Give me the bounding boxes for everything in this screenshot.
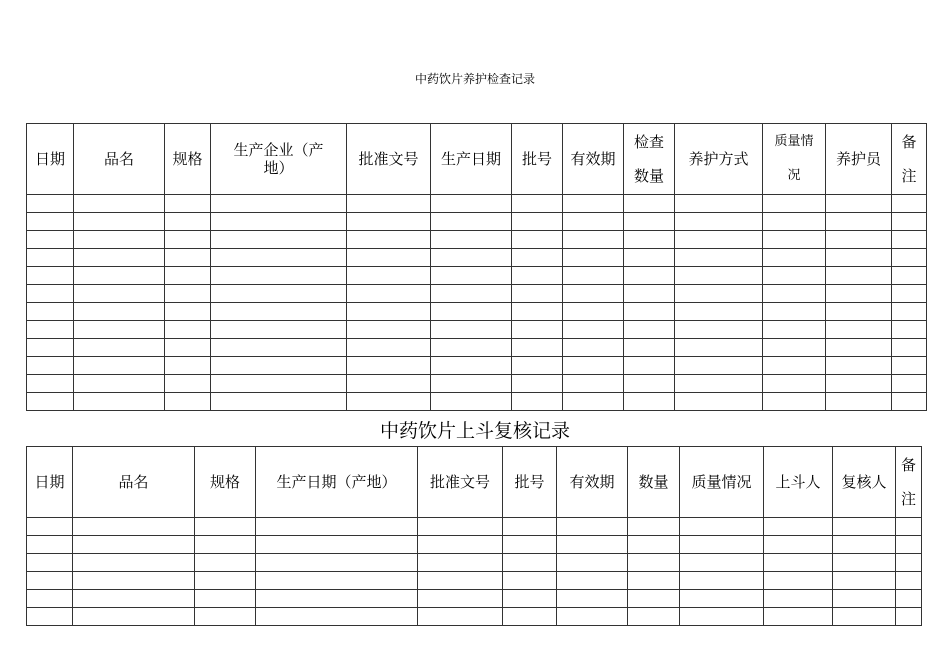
table-cell[interactable] (503, 554, 557, 572)
col-header-manufacturer-line2: 地） (263, 159, 294, 177)
col-header-approval-number: 批准文号 (418, 447, 503, 518)
table-cell[interactable] (27, 339, 74, 357)
table-cell[interactable] (431, 249, 512, 267)
table-cell[interactable] (73, 608, 195, 626)
table-cell[interactable] (27, 393, 74, 411)
table-cell[interactable] (431, 285, 512, 303)
col-header-production-date: 生产日期 (431, 124, 512, 195)
table-cell[interactable] (512, 213, 563, 231)
table-cell[interactable] (563, 213, 624, 231)
table-cell[interactable] (675, 285, 763, 303)
table-cell[interactable] (73, 554, 195, 572)
table-cell[interactable] (763, 321, 826, 339)
table-row (27, 393, 927, 411)
table-cell[interactable] (826, 195, 892, 213)
col-header-inspection-quantity-line1: 检查 (633, 133, 664, 151)
table-cell[interactable] (826, 375, 892, 393)
col-header-quality-status: 质量情况 (680, 447, 764, 518)
table-cell[interactable] (763, 393, 826, 411)
table-row (27, 608, 922, 626)
table-cell[interactable] (764, 608, 833, 626)
table-cell[interactable] (512, 375, 563, 393)
table-cell[interactable] (211, 357, 347, 375)
table-cell[interactable] (165, 339, 211, 357)
table-cell[interactable] (892, 285, 927, 303)
table-row (27, 231, 927, 249)
table-cell[interactable] (27, 249, 74, 267)
table-cell[interactable] (512, 231, 563, 249)
table-cell[interactable] (675, 231, 763, 249)
table-cell[interactable] (211, 339, 347, 357)
table-cell[interactable] (165, 393, 211, 411)
table-cell[interactable] (892, 321, 927, 339)
table-cell[interactable] (826, 393, 892, 411)
table-cell[interactable] (764, 572, 833, 590)
col-header-manufacturer (211, 124, 347, 195)
table-cell[interactable] (74, 303, 165, 321)
table-cell[interactable] (826, 285, 892, 303)
table-cell[interactable] (833, 554, 896, 572)
table-cell[interactable] (675, 195, 763, 213)
table-cell[interactable] (764, 518, 833, 536)
col-header-expiry: 有效期 (563, 124, 624, 195)
col-header-product-name: 品名 (74, 124, 165, 195)
table-cell[interactable] (563, 249, 624, 267)
table-cell[interactable] (211, 321, 347, 339)
table-row (27, 554, 922, 572)
table-row (27, 213, 927, 231)
table-cell[interactable] (826, 213, 892, 231)
table-cell[interactable] (431, 375, 512, 393)
table-cell[interactable] (27, 285, 74, 303)
table-cell[interactable] (431, 195, 512, 213)
table-cell[interactable] (763, 357, 826, 375)
table-cell[interactable] (418, 554, 503, 572)
table-cell[interactable] (763, 375, 826, 393)
table-cell[interactable] (675, 339, 763, 357)
table-cell[interactable] (892, 249, 927, 267)
table-cell[interactable] (27, 608, 73, 626)
table-cell[interactable] (431, 231, 512, 249)
table-cell[interactable] (896, 608, 922, 626)
table-cell[interactable] (624, 339, 675, 357)
table-cell[interactable] (211, 303, 347, 321)
table-cell[interactable] (347, 285, 431, 303)
table-row (27, 249, 927, 267)
table-cell[interactable] (74, 195, 165, 213)
table-cell[interactable] (165, 357, 211, 375)
table-cell[interactable] (826, 303, 892, 321)
table-cell[interactable] (512, 303, 563, 321)
table-cell[interactable] (165, 213, 211, 231)
col-header-remarks-line2: 注 (900, 490, 916, 508)
table-cell[interactable] (27, 213, 74, 231)
col-header-maintainer: 养护员 (826, 124, 892, 195)
table-cell[interactable] (431, 213, 512, 231)
table-cell[interactable] (826, 249, 892, 267)
table-cell[interactable] (418, 572, 503, 590)
table-cell[interactable] (503, 608, 557, 626)
table-cell[interactable] (195, 518, 256, 536)
table-cell[interactable] (211, 267, 347, 285)
table-row (27, 285, 927, 303)
col-header-reviewer: 复核人 (833, 447, 896, 518)
col-header-product-name: 品名 (73, 447, 195, 518)
table-cell[interactable] (73, 536, 195, 554)
col-header-dispenser: 上斗人 (764, 447, 833, 518)
table-cell[interactable] (27, 195, 74, 213)
table-cell[interactable] (833, 590, 896, 608)
table-cell[interactable] (628, 572, 680, 590)
table-cell[interactable] (27, 375, 74, 393)
table-row (27, 536, 922, 554)
table-cell[interactable] (557, 608, 628, 626)
table-cell[interactable] (675, 357, 763, 375)
col-header-remarks (892, 124, 927, 195)
table-cell[interactable] (165, 249, 211, 267)
table-cell[interactable] (512, 339, 563, 357)
table-cell[interactable] (675, 249, 763, 267)
table-cell[interactable] (431, 321, 512, 339)
table-cell[interactable] (826, 231, 892, 249)
col-header-inspection-quantity (624, 124, 675, 195)
table-cell[interactable] (347, 321, 431, 339)
table-row (27, 572, 922, 590)
table-cell[interactable] (896, 536, 922, 554)
table-cell[interactable] (27, 321, 74, 339)
table-cell[interactable] (431, 393, 512, 411)
table-row (27, 321, 927, 339)
col-header-remarks (896, 447, 922, 518)
table-cell[interactable] (431, 339, 512, 357)
table-cell[interactable] (211, 393, 347, 411)
table-cell[interactable] (74, 213, 165, 231)
table-cell[interactable] (826, 267, 892, 285)
table-cell[interactable] (763, 249, 826, 267)
table-cell[interactable] (74, 267, 165, 285)
table-cell[interactable] (73, 572, 195, 590)
table-cell[interactable] (896, 518, 922, 536)
table-cell[interactable] (74, 393, 165, 411)
table-row (27, 357, 927, 375)
table-cell[interactable] (431, 303, 512, 321)
table-cell[interactable] (431, 357, 512, 375)
table-cell[interactable] (624, 303, 675, 321)
table-cell[interactable] (675, 375, 763, 393)
table-cell[interactable] (195, 554, 256, 572)
table-cell[interactable] (763, 267, 826, 285)
table-cell[interactable] (74, 249, 165, 267)
table-cell[interactable] (165, 303, 211, 321)
col-header-remarks-line1: 备 (900, 456, 916, 474)
table-cell[interactable] (624, 249, 675, 267)
table-cell[interactable] (675, 213, 763, 231)
table-cell[interactable] (833, 536, 896, 554)
table-cell[interactable] (347, 393, 431, 411)
table-cell[interactable] (892, 303, 927, 321)
table-cell[interactable] (624, 285, 675, 303)
table-cell[interactable] (826, 357, 892, 375)
table-cell[interactable] (680, 608, 764, 626)
maintenance-inspection-table (26, 123, 927, 411)
col-header-remarks-line2: 注 (901, 167, 917, 185)
table-cell[interactable] (764, 590, 833, 608)
table-cell[interactable] (563, 285, 624, 303)
table-cell[interactable] (27, 267, 74, 285)
col-header-quantity: 数量 (628, 447, 680, 518)
table-cell[interactable] (557, 554, 628, 572)
table-cell[interactable] (256, 536, 418, 554)
table-cell[interactable] (347, 249, 431, 267)
table-cell[interactable] (557, 590, 628, 608)
col-header-expiry: 有效期 (557, 447, 628, 518)
table-cell[interactable] (512, 285, 563, 303)
table-cell[interactable] (624, 231, 675, 249)
table-cell[interactable] (833, 608, 896, 626)
table-cell[interactable] (680, 554, 764, 572)
table-cell[interactable] (418, 608, 503, 626)
table-cell[interactable] (563, 303, 624, 321)
table-cell[interactable] (27, 572, 73, 590)
table-cell[interactable] (680, 518, 764, 536)
table-cell[interactable] (624, 213, 675, 231)
table-cell[interactable] (764, 536, 833, 554)
table-cell[interactable] (74, 231, 165, 249)
table-cell[interactable] (512, 393, 563, 411)
table-cell[interactable] (896, 590, 922, 608)
table-cell[interactable] (563, 357, 624, 375)
table-row (27, 267, 927, 285)
table-cell[interactable] (74, 321, 165, 339)
col-header-spec: 规格 (165, 124, 211, 195)
table-cell[interactable] (624, 375, 675, 393)
table-cell[interactable] (763, 339, 826, 357)
table-cell[interactable] (27, 536, 73, 554)
table-cell[interactable] (763, 195, 826, 213)
table-cell[interactable] (624, 195, 675, 213)
table-cell[interactable] (764, 554, 833, 572)
table-cell[interactable] (563, 231, 624, 249)
table-cell[interactable] (347, 357, 431, 375)
table-header-row (27, 124, 927, 195)
table-cell[interactable] (256, 608, 418, 626)
table-cell[interactable] (503, 572, 557, 590)
table-cell[interactable] (211, 285, 347, 303)
table-cell[interactable] (512, 357, 563, 375)
table-row (27, 339, 927, 357)
table-cell[interactable] (512, 321, 563, 339)
table-cell[interactable] (624, 267, 675, 285)
col-header-remarks-line1: 备 (901, 133, 917, 151)
table-cell[interactable] (74, 339, 165, 357)
table-cell[interactable] (165, 321, 211, 339)
table-cell[interactable] (165, 231, 211, 249)
table-cell[interactable] (675, 321, 763, 339)
col-header-spec: 规格 (195, 447, 256, 518)
col-header-quality-status-line1: 质量情 (774, 134, 814, 149)
table-cell[interactable] (195, 590, 256, 608)
table-cell[interactable] (892, 195, 927, 213)
table-cell[interactable] (833, 518, 896, 536)
table-cell[interactable] (165, 195, 211, 213)
table-cell[interactable] (675, 303, 763, 321)
table-cell[interactable] (74, 375, 165, 393)
table-row (27, 195, 927, 213)
table-cell[interactable] (680, 572, 764, 590)
table-cell[interactable] (833, 572, 896, 590)
table-cell[interactable] (628, 554, 680, 572)
table-cell[interactable] (896, 554, 922, 572)
table-cell[interactable] (503, 590, 557, 608)
table-cell[interactable] (503, 536, 557, 554)
table-cell[interactable] (563, 375, 624, 393)
dispensing-review-table (26, 446, 922, 626)
table-cell[interactable] (763, 231, 826, 249)
table-cell[interactable] (256, 518, 418, 536)
table-cell[interactable] (563, 393, 624, 411)
table-cell[interactable] (896, 572, 922, 590)
table-header-row (27, 447, 922, 518)
col-header-inspection-quantity-line2: 数量 (633, 167, 664, 185)
table-cell[interactable] (680, 590, 764, 608)
table-cell[interactable] (73, 590, 195, 608)
table-cell[interactable] (211, 231, 347, 249)
table-row (27, 518, 922, 536)
table-cell[interactable] (563, 195, 624, 213)
col-header-date: 日期 (27, 124, 74, 195)
table-cell[interactable] (512, 267, 563, 285)
table-cell[interactable] (826, 339, 892, 357)
table-cell[interactable] (27, 518, 73, 536)
table-cell[interactable] (347, 339, 431, 357)
record-title-maintenance: 中药饮片养护检查记录 (414, 72, 535, 86)
table-cell[interactable] (74, 285, 165, 303)
record-title-review: 中药饮片上斗复核记录 (379, 420, 570, 442)
table-cell[interactable] (347, 303, 431, 321)
table-cell[interactable] (418, 590, 503, 608)
table-cell[interactable] (27, 590, 73, 608)
col-header-batch-number: 批号 (512, 124, 563, 195)
col-header-quality-status (763, 124, 826, 195)
table-cell[interactable] (165, 267, 211, 285)
table-cell[interactable] (892, 357, 927, 375)
table-cell[interactable] (256, 590, 418, 608)
table-cell[interactable] (418, 518, 503, 536)
table-cell[interactable] (563, 321, 624, 339)
table-cell[interactable] (892, 231, 927, 249)
table-cell[interactable] (256, 554, 418, 572)
table-cell[interactable] (211, 375, 347, 393)
table-row (27, 303, 927, 321)
col-header-approval-number: 批准文号 (347, 124, 431, 195)
table-cell[interactable] (74, 357, 165, 375)
table-cell[interactable] (557, 536, 628, 554)
table-cell[interactable] (256, 572, 418, 590)
table-cell[interactable] (73, 518, 195, 536)
table-cell[interactable] (624, 357, 675, 375)
table-cell[interactable] (418, 536, 503, 554)
table-row (27, 590, 922, 608)
col-header-quality-status-line2: 况 (787, 168, 801, 183)
table-cell[interactable] (557, 518, 628, 536)
col-header-date: 日期 (27, 447, 73, 518)
table-cell[interactable] (347, 195, 431, 213)
table-cell[interactable] (628, 608, 680, 626)
table-cell[interactable] (680, 536, 764, 554)
table-cell[interactable] (27, 303, 74, 321)
table-cell[interactable] (892, 213, 927, 231)
col-header-batch-number: 批号 (503, 447, 557, 518)
table-cell[interactable] (763, 213, 826, 231)
col-header-production-date-origin: 生产日期（产地） (256, 447, 418, 518)
table-cell[interactable] (195, 608, 256, 626)
table-cell[interactable] (628, 590, 680, 608)
table-cell[interactable] (892, 393, 927, 411)
table-cell[interactable] (165, 375, 211, 393)
table-row (27, 375, 927, 393)
table-cell[interactable] (563, 267, 624, 285)
table-cell[interactable] (512, 195, 563, 213)
table-cell[interactable] (347, 231, 431, 249)
table-cell[interactable] (27, 554, 73, 572)
table-cell[interactable] (347, 375, 431, 393)
table-cell[interactable] (211, 195, 347, 213)
table-cell[interactable] (563, 339, 624, 357)
table-cell[interactable] (347, 213, 431, 231)
table-cell[interactable] (211, 249, 347, 267)
table-cell[interactable] (557, 572, 628, 590)
table-cell[interactable] (763, 303, 826, 321)
table-cell[interactable] (347, 267, 431, 285)
col-header-manufacturer-line1: 生产企业（产 (233, 141, 324, 159)
table-cell[interactable] (431, 267, 512, 285)
table-cell[interactable] (628, 536, 680, 554)
table-cell[interactable] (763, 285, 826, 303)
table-cell[interactable] (675, 393, 763, 411)
table-cell[interactable] (628, 518, 680, 536)
table-cell[interactable] (624, 321, 675, 339)
table-cell[interactable] (211, 213, 347, 231)
table-cell[interactable] (624, 393, 675, 411)
col-header-maintenance-method: 养护方式 (675, 124, 763, 195)
table-cell[interactable] (892, 267, 927, 285)
table-cell[interactable] (27, 357, 74, 375)
table-cell[interactable] (27, 231, 74, 249)
table-cell[interactable] (195, 572, 256, 590)
table-cell[interactable] (826, 321, 892, 339)
table-cell[interactable] (195, 536, 256, 554)
table-cell[interactable] (892, 375, 927, 393)
table-cell[interactable] (892, 339, 927, 357)
table-cell[interactable] (503, 518, 557, 536)
table-cell[interactable] (512, 249, 563, 267)
table-cell[interactable] (165, 285, 211, 303)
table-cell[interactable] (675, 267, 763, 285)
